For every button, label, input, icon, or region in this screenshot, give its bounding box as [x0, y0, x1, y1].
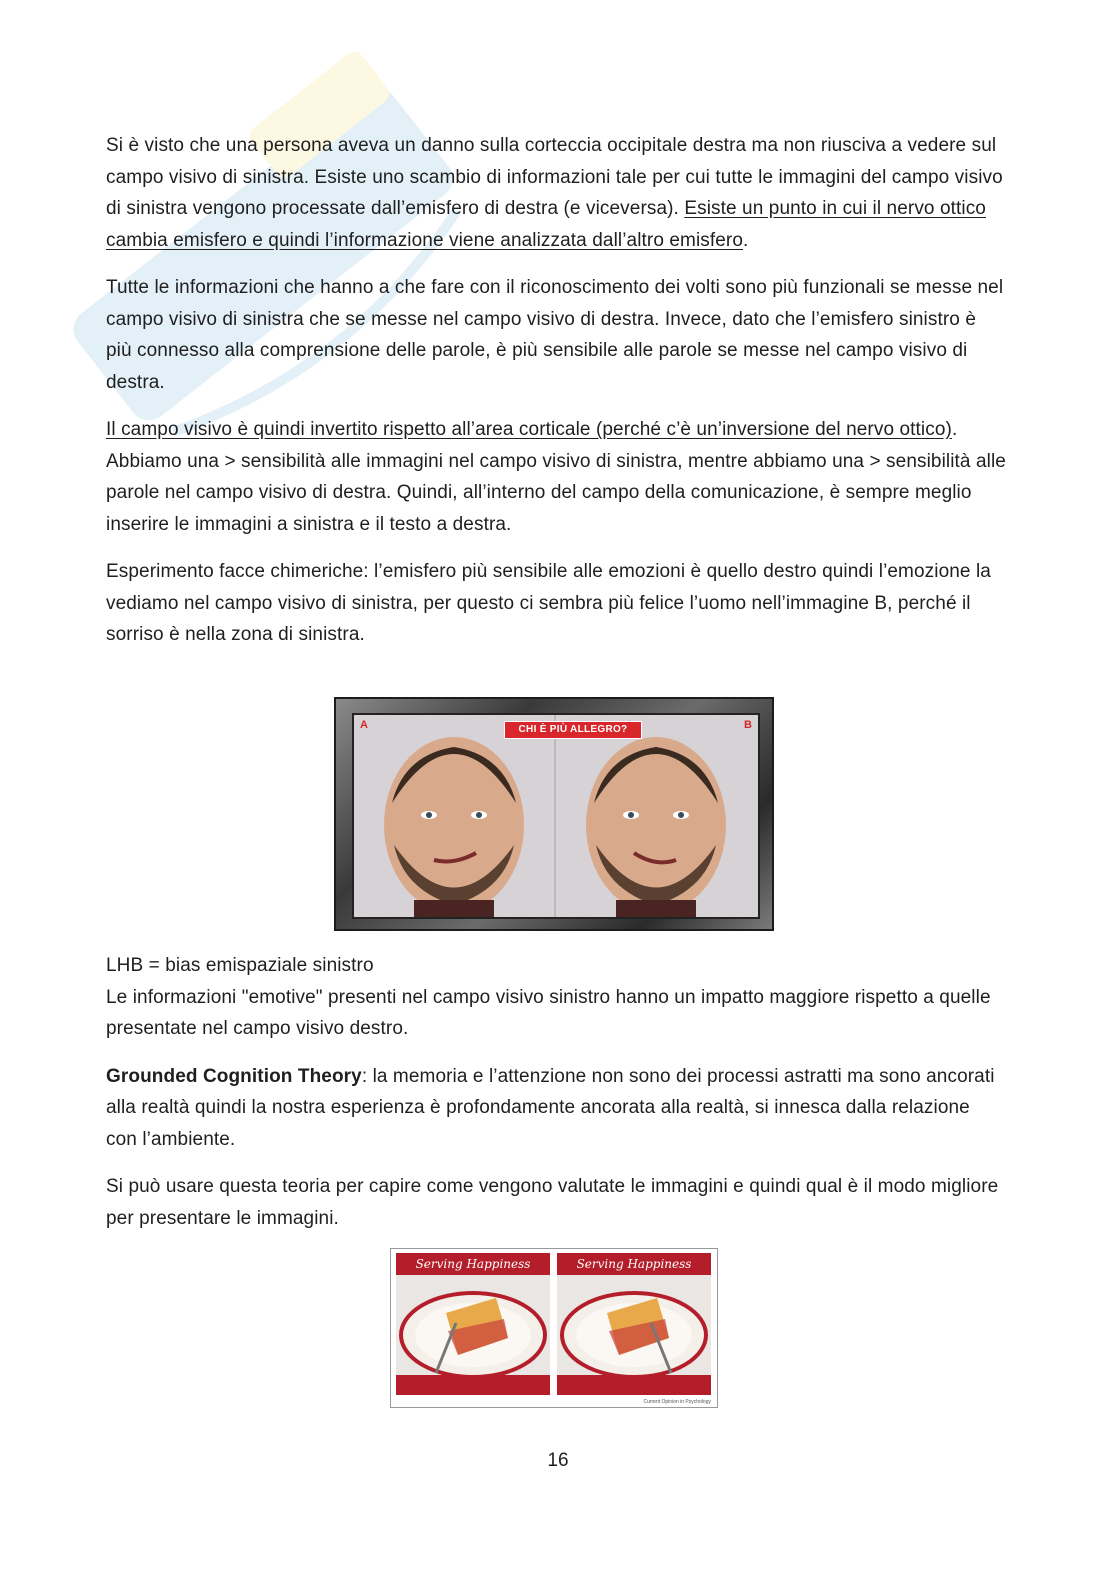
faces-illustration [354, 715, 758, 917]
label-a: A [360, 719, 368, 731]
paragraph-5-line-1: LHB = bias emispaziale sinistro [106, 955, 374, 976]
paragraph-5-line-2: Le informazioni "emotive" presenti nel campo visivo sinistro hanno un impatto maggiore rispetto a quelle presentate nel campo visivo destro. [106, 986, 991, 1039]
figure-banner: CHI È PIÙ ALLEGRO? [504, 721, 642, 739]
paragraph-4: Esperimento facce chimeriche: l’emisfero più sensibile alle emozioni è quello destro quindi l’emozione la vediamo nel campo visivo di sinistra, per questo ci sembra più felice l’uomo nell’immagine B, perché il sorriso è nella zona di sinistra. [106, 561, 991, 645]
paragraph-7: Si può usare questa teoria per capire come vengono valutate le immagini e quindi qual è il modo migliore per presentare le immagini. [106, 1176, 999, 1229]
panel-title: Serving Happiness [557, 1253, 711, 1275]
panel-footer [396, 1375, 550, 1395]
figure-image [352, 713, 760, 919]
panel-title: Serving Happiness [396, 1253, 550, 1275]
bold-term: Grounded Cognition Theory [106, 1065, 362, 1087]
underlined-text: Esiste un punto in cui il nervo ottico cambia emisfero e quindi l’informazione viene analizzata dall’altro emisfero [106, 198, 986, 251]
ad-panel-left [396, 1253, 550, 1395]
label-b: B [744, 719, 752, 731]
serving-happiness-figure [390, 1248, 718, 1408]
paragraph-1: Si è visto che una persona aveva un danno sulla corteccia occipitale destra ma non riusciva a vedere sul campo visivo di sinistra. Esiste uno scambio di informazioni tale per cui tutte le immagini del campo visivo di sinistra vengono processate dall’emisfero di destra (e viceversa). Esiste un punto in cui il nervo ottico cambia emisfero e quindi l’informazione viene analizzata dall’altro emisfero. [106, 135, 1003, 251]
underlined-text: Il campo visivo è quindi invertito rispetto all’area corticale (perché c’è un’inversione del nervo ottico) [106, 419, 952, 440]
paragraph-6: Grounded Cognition Theory: la memoria e l’attenzione non sono dei processi astratti ma sono ancorati alla realtà quindi la nostra esperienza è profondamente ancorata alla realtà, si innesca dalla relazione con l’ambiente. [106, 1065, 995, 1150]
image-divider [554, 715, 556, 917]
document-body-continued [106, 950, 1006, 1250]
chimeric-faces-figure [334, 697, 774, 931]
panel-footer [557, 1375, 711, 1395]
figure-caption: Current Opinion in Psychology [643, 1399, 711, 1405]
document-body [106, 130, 1006, 667]
paragraph-3: Il campo visivo è quindi invertito rispetto all’area corticale (perché c’è un’inversione del nervo ottico). Abbiamo una > sensibilità alle immagini nel campo visivo di sinistra, mentre abbiamo una > sensibilità alle parole nel campo visivo di destra. Quindi, all’interno del campo della comunicazione, è sempre meglio inserire le immagini a sinistra e il testo a destra. [106, 419, 1006, 535]
paragraph-2: Tutte le informazioni che hanno a che fare con il riconoscimento dei volti sono più funzionali se messe nel campo visivo di sinistra che se messe nel campo visivo di destra. Invece, dato che l’emisfero sinistro è più connesso alla comprensione delle parole, è più sensibile alle parole se messe nel campo visivo di destra. [106, 277, 1004, 393]
ad-panel-right [557, 1253, 711, 1395]
page-number: 16 [547, 1450, 569, 1471]
